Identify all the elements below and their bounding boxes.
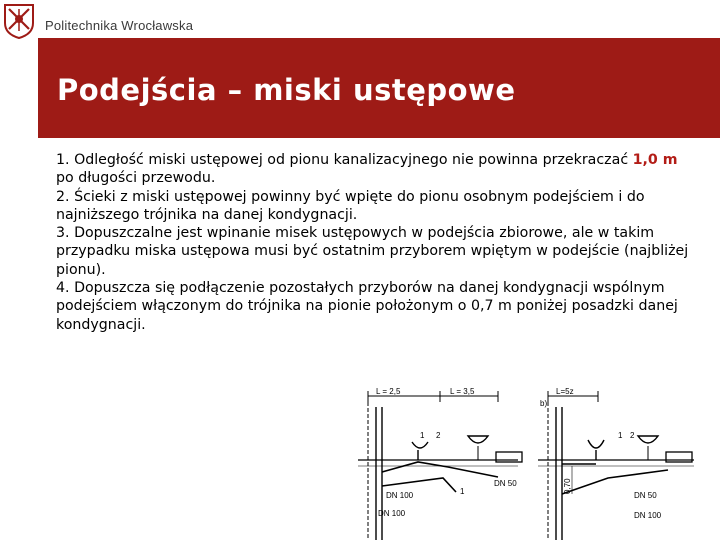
content-list: [56, 151, 696, 334]
dimension-label: L = 2,5: [376, 387, 401, 396]
callout-number: 2: [630, 431, 635, 440]
pipe-diameter-label: DN 100: [378, 509, 406, 518]
point-2: [56, 188, 696, 225]
callout-number: 1: [420, 431, 425, 440]
point-text: Dopuszcza się podłączenie pozostałych przyborów na danej kondygnacji wspólnym podejściem włączonym do trójnika na pionie położonym o 0,7 m poniżej posadzki danej kondygnacji.: [56, 280, 678, 333]
part-label: b): [540, 399, 548, 408]
point-number: 2.: [56, 188, 70, 205]
point-4: [56, 279, 696, 334]
slide-title: Podejścia – miski ustępowe: [57, 73, 516, 107]
point-3: [56, 224, 696, 279]
pipe-diameter-label: DN 100: [386, 491, 414, 500]
point-text: Odległość miski ustępowej od pionu kanalizacyjnego nie powinna przekraczać: [74, 152, 633, 168]
highlight-value: 1,0 m: [632, 152, 678, 168]
pipe-diameter-label: DN 100: [634, 511, 662, 520]
point-text: po długości przewodu.: [56, 170, 216, 187]
callout-number: 1: [460, 487, 465, 496]
dimension-label: L = 3,5: [450, 387, 475, 396]
pipe-diameter-label: DN 50: [494, 479, 517, 488]
point-number: 3.: [56, 225, 70, 242]
point-number: 4.: [56, 280, 70, 297]
dimension-label: L=5z: [556, 387, 574, 396]
callout-number: 2: [436, 431, 441, 440]
left-margin-bar: [0, 0, 38, 540]
pipe-diameter-label: DN 50: [634, 491, 657, 500]
dimension-label: 0,70: [563, 478, 572, 494]
institution-name: Politechnika Wrocławska: [45, 18, 194, 33]
point-1: [56, 151, 696, 188]
point-text: Dopuszczalne jest wpinanie misek ustępowych w podejścia zbiorowe, ale w takim przypadku miska ustępowa musi być ostatnim przyborem wpiętym w podejście (najbliżej pionu).: [56, 225, 689, 278]
point-text: Ścieki z miski ustępowej powinny być wpięte do pionu osobnym podejściem i do najniższego trójnika na danej kondygnacji.: [56, 188, 645, 223]
university-crest-icon: [3, 3, 35, 39]
toilet-connection-diagram: [348, 382, 694, 540]
callout-number: 1: [618, 431, 623, 440]
point-number: 1.: [56, 152, 70, 168]
